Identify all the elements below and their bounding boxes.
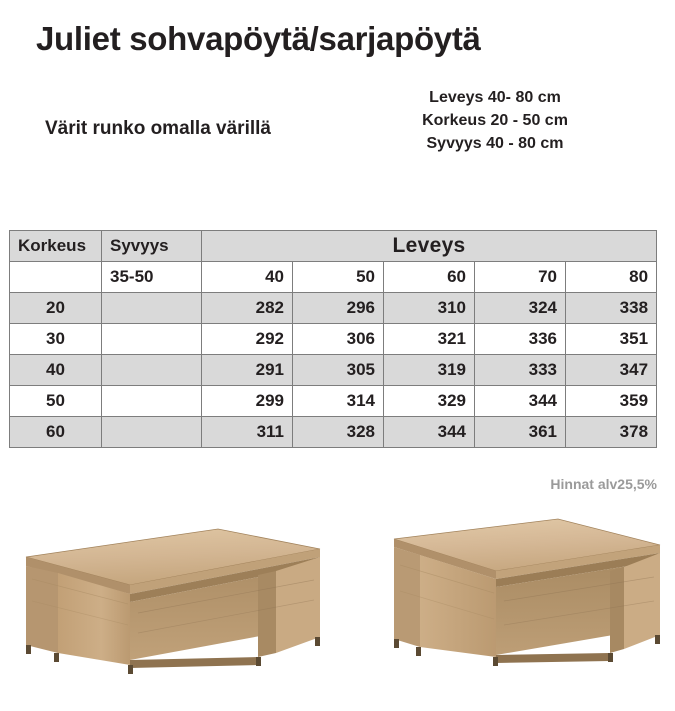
- table-row: [10, 417, 657, 448]
- row-korkeus: 50: [10, 386, 102, 417]
- row-syvyys: [102, 293, 202, 324]
- price-cell: 319: [384, 355, 475, 386]
- price-cell: 305: [293, 355, 384, 386]
- dimension-width: Leveys 40- 80 cm: [429, 89, 561, 106]
- row-syvyys: [102, 386, 202, 417]
- subheader-width-80: 80: [566, 262, 657, 293]
- subheader-blank: [10, 262, 102, 293]
- subheader-syvyys-range: 35-50: [102, 262, 202, 293]
- price-cell: 282: [202, 293, 293, 324]
- price-cell: 291: [202, 355, 293, 386]
- subheader-width-70: 70: [475, 262, 566, 293]
- header-korkeus: Korkeus: [10, 231, 102, 262]
- dimension-height: Korkeus 20 - 50 cm: [422, 112, 568, 129]
- row-syvyys: [102, 417, 202, 448]
- table-header-row: [10, 231, 657, 262]
- price-cell: 311: [202, 417, 293, 448]
- price-cell: 336: [475, 324, 566, 355]
- row-korkeus: 20: [10, 293, 102, 324]
- price-table: [9, 230, 657, 448]
- header-leveys: Leveys: [202, 231, 657, 262]
- price-cell: 344: [384, 417, 475, 448]
- table-row: [10, 386, 657, 417]
- row-syvyys: [102, 324, 202, 355]
- row-korkeus: 30: [10, 324, 102, 355]
- price-cell: 378: [566, 417, 657, 448]
- subheader-width-60: 60: [384, 262, 475, 293]
- table-row: [10, 324, 657, 355]
- price-cell: 328: [293, 417, 384, 448]
- color-note: Värit runko omalla värillä: [45, 118, 271, 139]
- header-syvyys: Syvyys: [102, 231, 202, 262]
- vat-note: Hinnat alv25,5%: [550, 476, 657, 492]
- table-row: [10, 293, 657, 324]
- price-cell: 329: [384, 386, 475, 417]
- coffee-table-taller-side-view-image: [388, 505, 668, 685]
- price-cell: 359: [566, 386, 657, 417]
- product-images: [0, 505, 675, 705]
- price-cell: 333: [475, 355, 566, 386]
- row-korkeus: 40: [10, 355, 102, 386]
- coffee-table-low-front-view-image: [18, 505, 328, 685]
- price-cell: 310: [384, 293, 475, 324]
- price-cell: 361: [475, 417, 566, 448]
- price-cell: 314: [293, 386, 384, 417]
- price-cell: 351: [566, 324, 657, 355]
- price-cell: 292: [202, 324, 293, 355]
- price-cell: 299: [202, 386, 293, 417]
- price-cell: 306: [293, 324, 384, 355]
- row-syvyys: [102, 355, 202, 386]
- price-cell: 296: [293, 293, 384, 324]
- price-cell: 324: [475, 293, 566, 324]
- price-cell: 347: [566, 355, 657, 386]
- price-cell: 338: [566, 293, 657, 324]
- dimensions-block: [380, 86, 610, 155]
- price-cell: 321: [384, 324, 475, 355]
- page-title: Juliet sohvapöytä/sarjapöytä: [36, 20, 481, 57]
- subheader-width-50: 50: [293, 262, 384, 293]
- row-korkeus: 60: [10, 417, 102, 448]
- subheader-width-40: 40: [202, 262, 293, 293]
- dimension-depth: Syvyys 40 - 80 cm: [426, 135, 564, 152]
- table-subheader-row: [10, 262, 657, 293]
- table-row: [10, 355, 657, 386]
- price-cell: 344: [475, 386, 566, 417]
